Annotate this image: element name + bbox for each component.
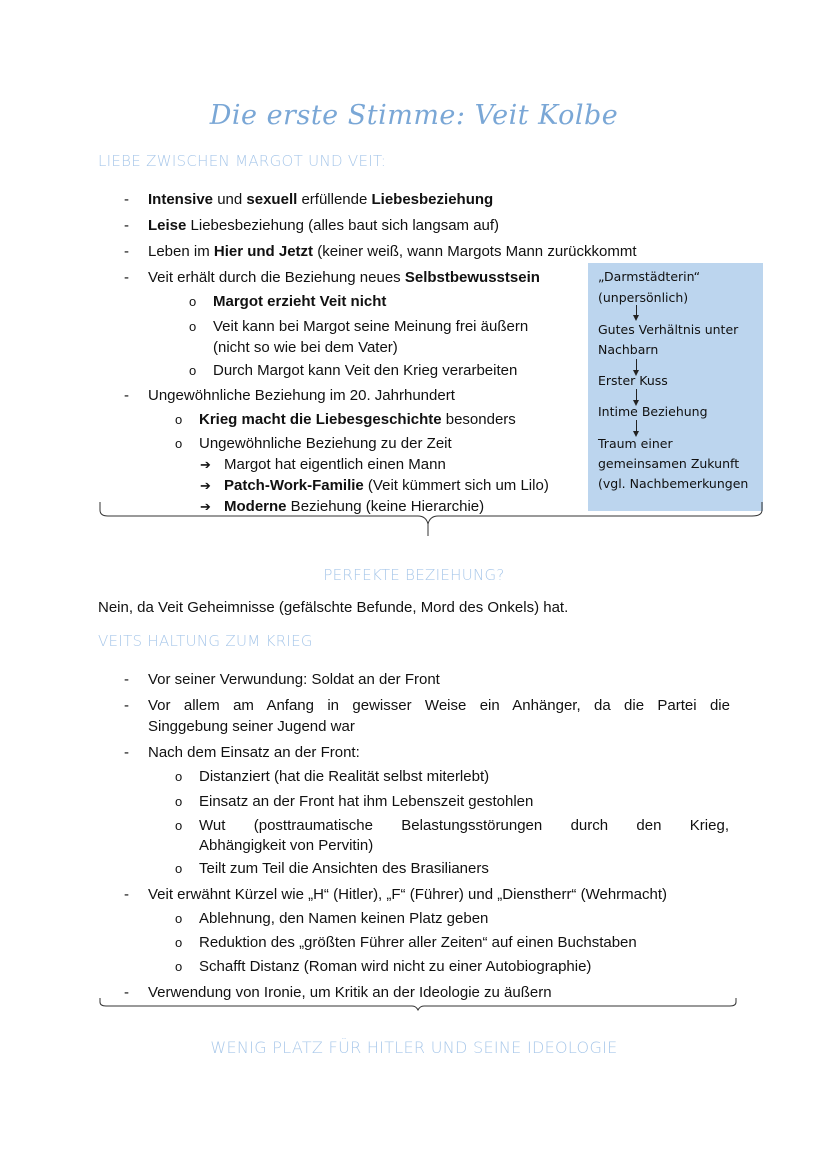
bullet-item: Vor seiner Verwundung: Soldat an der Front xyxy=(148,671,440,688)
bullet-dash: - xyxy=(124,387,129,404)
arrow-down-icon xyxy=(636,359,637,370)
bullet-circle: o xyxy=(175,818,183,833)
relationship-timeline-box xyxy=(588,263,763,511)
arrow-item: Margot hat eigentlich einen Mann xyxy=(224,456,446,473)
bullet-circle: o xyxy=(175,794,183,809)
bullet-circle: o xyxy=(189,294,197,309)
bullet-item: Verwendung von Ironie, um Kritik an der Ideologie zu äußern xyxy=(148,984,552,1001)
timeline-step: „Darmstädterin“ xyxy=(598,269,701,284)
sub-bullet: Veit kann bei Margot seine Meinung frei äußern xyxy=(213,318,529,335)
heading-conclusion: WENIG PLATZ FÜR HITLER UND SEINE IDEOLOGIE xyxy=(210,1038,618,1057)
sub-bullet: Ungewöhnliche Beziehung zu der Zeit xyxy=(199,435,452,452)
sub-bullet: Distanziert (hat die Realität selbst miterlebt) xyxy=(199,768,490,785)
timeline-step: Nachbarn xyxy=(598,342,659,357)
bullet-dash: - xyxy=(124,697,129,714)
arrow-item: Patch-Work-Familie (Veit kümmert sich um Lilo) xyxy=(224,477,549,494)
bullet-circle: o xyxy=(175,412,183,427)
sub-bullet: Schafft Distanz (Roman wird nicht zu einer Autobiographie) xyxy=(199,958,592,975)
bullet-circle: o xyxy=(175,436,183,451)
timeline-step: gemeinsamen Zukunft xyxy=(598,456,740,471)
bullet-dash: - xyxy=(124,269,129,286)
bullet-circle: o xyxy=(189,319,197,334)
sub-bullet-continued: Abhängigkeit von Pervitin) xyxy=(199,837,374,854)
bullet-dash: - xyxy=(124,191,129,208)
timeline-step: (vgl. Nachbemerkungen xyxy=(598,476,749,491)
arrow-item: Moderne Beziehung (keine Hierarchie) xyxy=(224,498,485,515)
arrow-icon: ➔ xyxy=(200,499,211,514)
bullet-intensive: Intensive und sexuell erfüllende Liebesbeziehung xyxy=(148,191,494,208)
sub-bullet: Ablehnung, den Namen keinen Platz geben xyxy=(199,910,489,927)
heading-love: LIEBE ZWISCHEN MARGOT UND VEIT: xyxy=(98,152,387,170)
timeline-step: Intime Beziehung xyxy=(598,404,708,419)
timeline-step: Erster Kuss xyxy=(598,373,668,388)
arrow-down-icon xyxy=(636,420,637,431)
timeline-step: (unpersönlich) xyxy=(598,290,689,305)
bullet-item-continued: Singgebung seiner Jugend war xyxy=(148,718,355,735)
bullet-selbstbewusstsein: Veit erhält durch die Beziehung neues Selbstbewusstsein xyxy=(148,269,540,286)
heading-war-attitude: VEITS HALTUNG ZUM KRIEG xyxy=(98,632,313,650)
sub-bullet: Wut (posttraumatische Belastungsstörungen durch den Krieg, xyxy=(199,817,729,834)
bullet-dash: - xyxy=(124,243,129,260)
page-title: Die erste Stimme: Veit Kolbe xyxy=(209,100,619,131)
bullet-dash: - xyxy=(124,671,129,688)
sub-bullet: Teilt zum Teil die Ansichten des Brasilianers xyxy=(199,860,489,877)
arrow-icon: ➔ xyxy=(200,478,211,493)
timeline-step: Gutes Verhältnis unter xyxy=(598,322,739,337)
timeline-step: Traum einer xyxy=(598,436,673,451)
curly-brace xyxy=(96,500,768,540)
bullet-circle: o xyxy=(175,959,183,974)
bullet-item: Nach dem Einsatz an der Front: xyxy=(148,744,360,761)
sub-bullet: Reduktion des „größten Führer aller Zeiten“ auf einen Buchstaben xyxy=(199,934,637,951)
sub-bullet: Einsatz an der Front hat ihm Lebenszeit gestohlen xyxy=(199,793,534,810)
sub-bullet: Margot erzieht Veit nicht xyxy=(213,293,387,310)
bullet-circle: o xyxy=(175,769,183,784)
bullet-ungewoehnlich: Ungewöhnliche Beziehung im 20. Jahrhundert xyxy=(148,387,455,404)
sub-bullet: Krieg macht die Liebesgeschichte besonders xyxy=(199,411,516,428)
bullet-dash: - xyxy=(124,984,129,1001)
heading-perfect: PERFEKTE BEZIEHUNG? xyxy=(323,566,505,584)
bullet-hier-jetzt: Leben im Hier und Jetzt (keiner weiß, wann Margots Mann zurückkommt xyxy=(148,243,637,260)
bullet-dash: - xyxy=(124,886,129,903)
bullet-leise: Leise Liebesbeziehung (alles baut sich langsam auf) xyxy=(148,217,500,234)
sub-bullet: Durch Margot kann Veit den Krieg verarbeiten xyxy=(213,362,518,379)
bullet-circle: o xyxy=(175,861,183,876)
bullet-dash: - xyxy=(124,744,129,761)
bullet-circle: o xyxy=(175,911,183,926)
answer-text: Nein, da Veit Geheimnisse (gefälschte Befunde, Mord des Onkels) hat. xyxy=(98,599,569,616)
curly-brace xyxy=(96,996,742,1016)
bullet-item: Veit erwähnt Kürzel wie „H“ (Hitler), „F“ (Führer) und „Dienstherr“ (Wehrmacht) xyxy=(148,886,668,903)
bullet-dash: - xyxy=(124,217,129,234)
arrow-down-icon xyxy=(636,305,637,315)
sub-bullet-continued: (nicht so wie bei dem Vater) xyxy=(213,339,398,356)
arrow-down-icon xyxy=(636,389,637,400)
bullet-circle: o xyxy=(189,363,197,378)
arrow-icon: ➔ xyxy=(200,457,211,472)
bullet-circle: o xyxy=(175,935,183,950)
bullet-item: Vor allem am Anfang in gewisser Weise ein Anhänger, da die Partei die xyxy=(148,697,730,714)
